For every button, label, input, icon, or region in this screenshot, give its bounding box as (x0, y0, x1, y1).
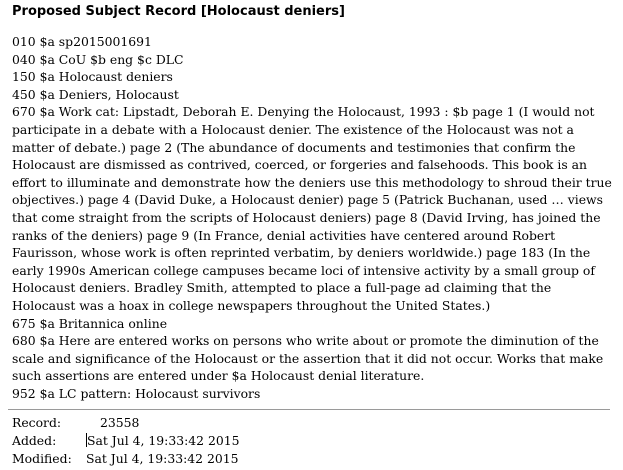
record-label: Record: (12, 415, 62, 430)
field-670: 670 $a Work cat: Lipstadt, Deborah E. Denying the Holocaust, 1993 : $b page 1 (I would not participate in a debate with a Holocaust denier. The existence of the Holocaust was not a matter of debate.) page 2 (The abundance of documents and testimonies that confirm the Holocaust are dismissed as contrived, coerced, or forgeries and falsehoods. This book is an effort to illuminate and demonstrate how the deniers use this methodology to shroud their true objectives.) page 4 (David Duke, a Holocaust denier) page 5 (Patrick Buchanan, used … views that come straight from the scripts of Holocaust deniers) page 8 (David Irving, has joined the ranks of the deniers) page 9 (In France, denial activities have centered around Robert Faurisson, whose work is often reprinted verbatim, by deniers worldwide.) page 183 (In the early 1990s American college campuses became loci of intensive activity by a small group of Holocaust deniers. Bradley Smith, attempted to place a full-page ad claiming that the Holocaust was a hoax in college newspapers throughout the United States.) (12, 104, 612, 313)
divider (8, 409, 610, 410)
record-number: 23558 (100, 415, 140, 430)
field-010: 010 $a sp2015001691 (12, 34, 152, 49)
added-row (12, 432, 240, 450)
record-metadata (12, 414, 240, 467)
modified-date: Sat Jul 4, 19:33:42 2015 (86, 450, 239, 466)
field-680: 680 $a Here are entered works on persons who write about or promote the diminution of the scale and significance of the Holocaust or the assertion that it did not occur. Works that make such assertions are entered under $a Holocaust denial literature. (12, 333, 604, 384)
field-150: 150 $a Holocaust deniers (12, 69, 173, 85)
added-label: Added: (12, 432, 57, 448)
record-number-row (12, 414, 240, 432)
added-date: Sat Jul 4, 19:33:42 2015 (87, 432, 240, 448)
added-value[interactable] (86, 432, 240, 450)
record-page (12, 0, 612, 402)
field-675: 675 $a Britannica online (12, 315, 168, 331)
page-title: Proposed Subject Record [Holocaust deniers] (12, 4, 345, 19)
field-450: 450 $a Deniers, Holocaust (12, 86, 179, 102)
marc-fields (12, 33, 612, 402)
modified-label: Modified: (12, 450, 72, 466)
modified-row (12, 450, 240, 468)
field-040: 040 $a CoU $b eng $c DLC (12, 51, 184, 67)
field-952: 952 $a LC pattern: Holocaust survivors (12, 385, 261, 401)
